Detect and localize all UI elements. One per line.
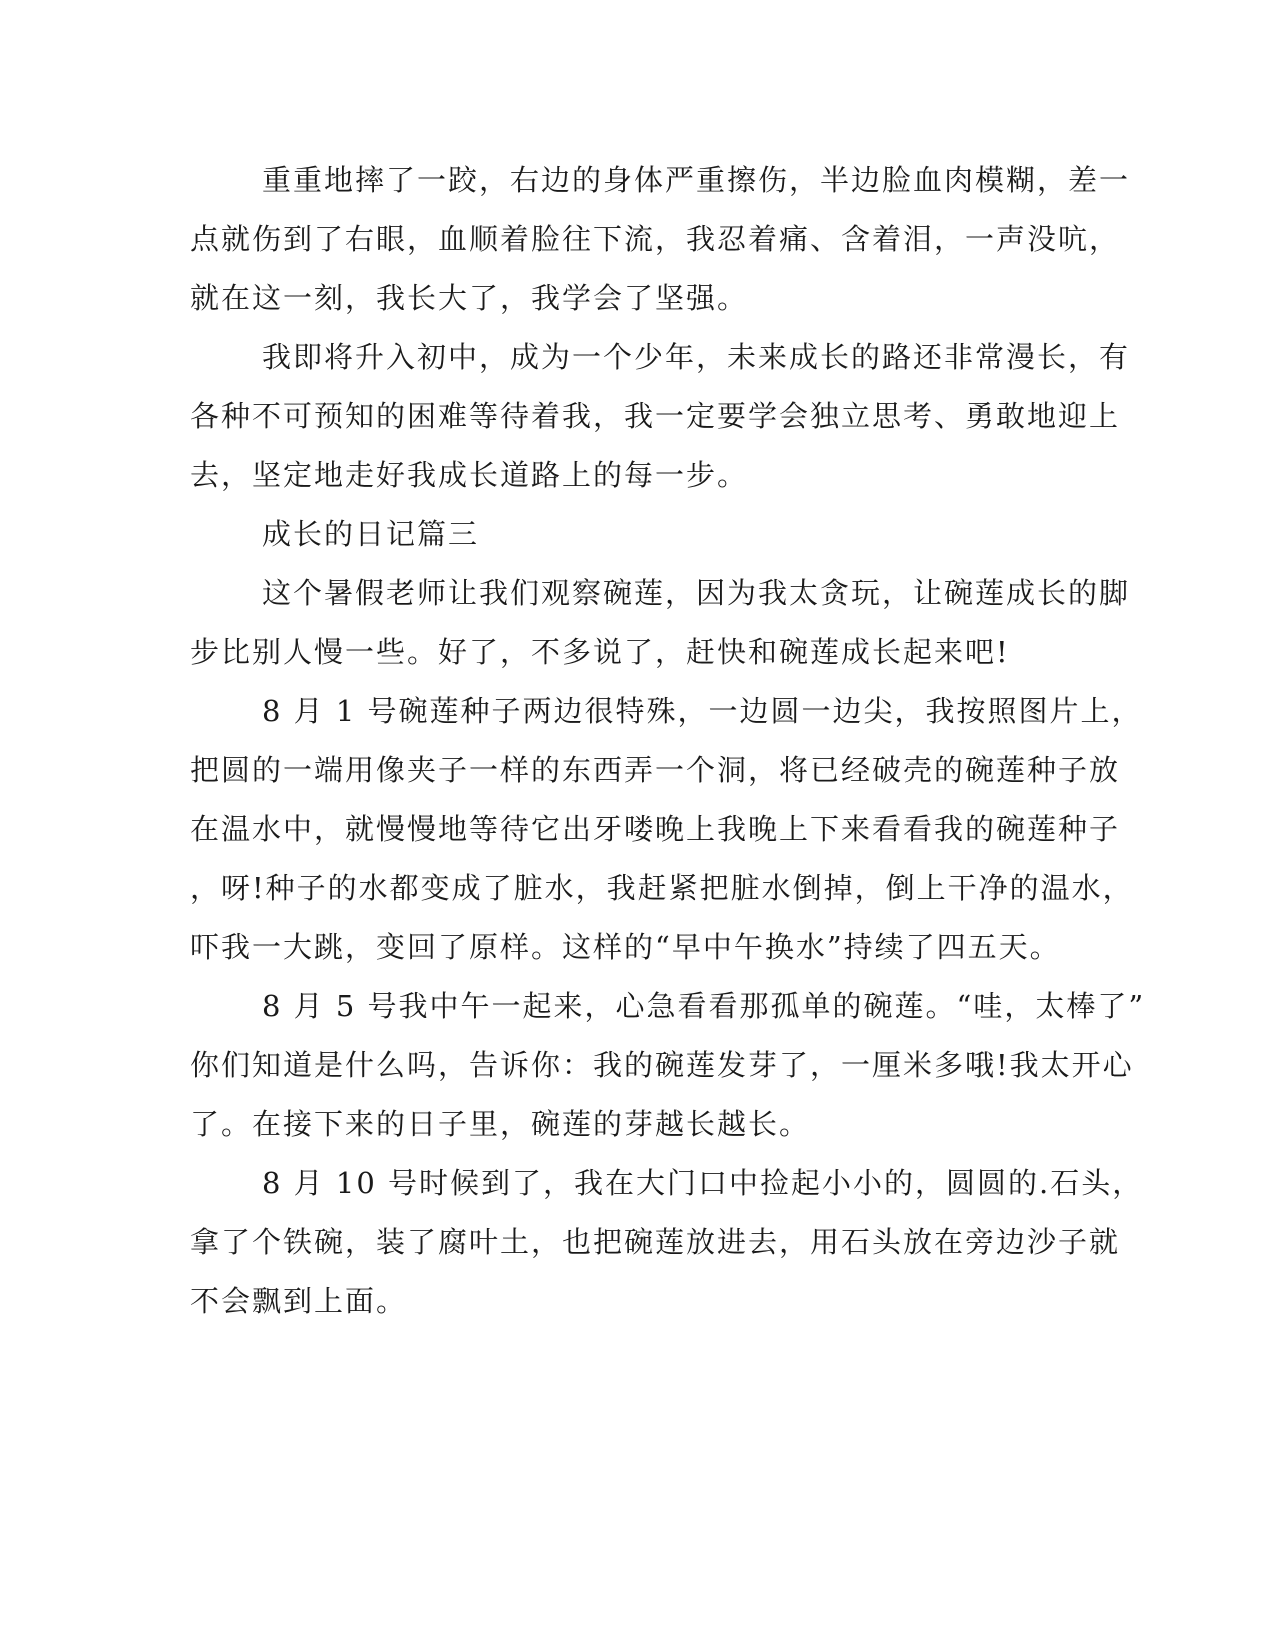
paragraph-line: 8 月 5 号我中午一起来，心急看看那孤单的碗莲。“哇，太棒了”: [262, 989, 1146, 1023]
paragraph-line: 在温水中，就慢慢地等待它出牙喽晚上我晚上下来看看我的碗莲种子: [190, 812, 1121, 846]
paragraph-line: 不会飘到上面。: [190, 1284, 408, 1318]
paragraph-line: 你们知道是什么吗，告诉你：我的碗莲发芽了，一厘米多哦!我太开心: [190, 1048, 1134, 1082]
paragraph-line: 我即将升入初中，成为一个少年，未来成长的路还非常漫长，有: [262, 340, 1131, 374]
paragraph-line: 重重地摔了一跤，右边的身体严重擦伤，半边脸血肉模糊，差一: [262, 163, 1131, 197]
paragraph-line: 了。在接下来的日子里，碗莲的芽越长越长。: [190, 1107, 811, 1141]
paragraph-line: 就在这一刻，我长大了，我学会了坚强。: [190, 281, 749, 315]
section-heading: 成长的日记篇三: [262, 517, 480, 551]
paragraph-line: 把圆的一端用像夹子一样的东西弄一个洞，将已经破壳的碗莲种子放: [190, 753, 1121, 787]
paragraph-line: 8 月 10 号时候到了，我在大门口中捡起小小的，圆圆的.石头，: [262, 1166, 1144, 1200]
paragraph-line: 拿了个铁碗，装了腐叶土，也把碗莲放进去，用石头放在旁边沙子就: [190, 1225, 1121, 1259]
paragraph-line: 这个暑假老师让我们观察碗莲，因为我太贪玩，让碗莲成长的脚: [262, 576, 1131, 610]
paragraph-line: 各种不可预知的困难等待着我，我一定要学会独立思考、勇敢地迎上: [190, 399, 1121, 433]
paragraph-line: 8 月 1 号碗莲种子两边很特殊，一边圆一边尖，我按照图片上，: [262, 694, 1143, 728]
paragraph-line: 步比别人慢一些。好了，不多说了，赶快和碗莲成长起来吧!: [190, 635, 1010, 669]
paragraph-line: 点就伤到了右眼，血顺着脸往下流，我忍着痛、含着泪，一声没吭，: [190, 222, 1121, 256]
paragraph-line: 去，坚定地走好我成长道路上的每一步。: [190, 458, 749, 492]
paragraph-line: ，呀!种子的水都变成了脏水，我赶紧把脏水倒掉，倒上干净的温水，: [190, 871, 1134, 905]
paragraph-line: 吓我一大跳，变回了原样。这样的“早中午换水”持续了四五天。: [190, 930, 1061, 964]
